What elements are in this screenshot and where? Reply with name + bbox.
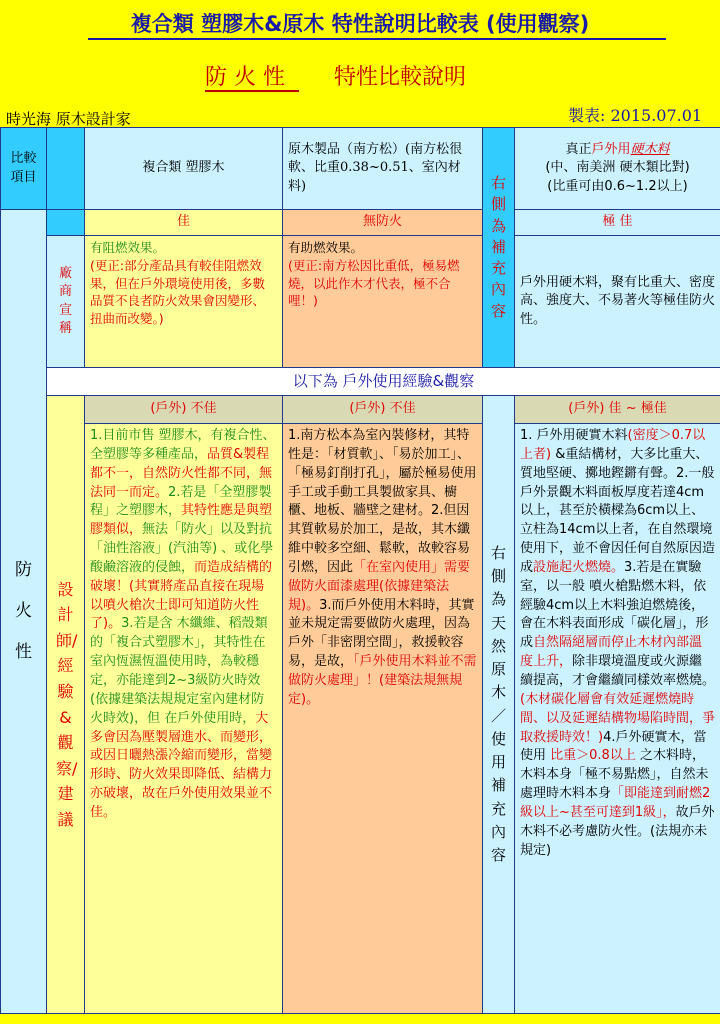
vendor-composite-main: 有阻燃效果。 [90, 240, 166, 255]
obs-hardwood-run: 故戶外木料不必考慮防火性。(法規亦未規定) [520, 804, 715, 858]
obs-hardwood-run: 4.戶外硬實木，當使用 [520, 729, 707, 764]
right-side-note-2 [483, 396, 515, 1014]
comparison-table [0, 127, 720, 1014]
obs-southpine-run: (依據建築法規)。 [288, 578, 450, 613]
obs-hardwood-run: 之木料時，木料本身「極不易點燃」，自然未處理時木料本身 [520, 748, 709, 802]
rating1-southpine: 無防火 [283, 210, 483, 236]
obs-composite-run: 3.若是含 木纖維、稻殼類的「複合式塑膠木」， [90, 616, 268, 651]
obs-hardwood-run: 自然隔絕層而停止木材內部溫度上升， [520, 635, 703, 670]
obs-composite-run: 2.若是「全塑膠製程」之塑膠木， [90, 484, 272, 519]
header-southpine: 原木製品（南方松）(南方松很軟、比重0.38~0.51、室內材料) [283, 128, 483, 210]
header-composite: 複合類 塑膠木 [85, 128, 283, 210]
rating1-composite: 佳 [85, 210, 283, 236]
header-row [1, 128, 720, 210]
rating1-hardwood: 極 佳 [515, 210, 720, 236]
obs-southpine-run: 「在室內使用」需要做防火面漆處理 [288, 559, 471, 594]
row-fire-label [1, 210, 47, 1014]
hardwood-line3: (比重可由0.6~1.2以上) [547, 178, 688, 194]
obs-composite-run: 無法「防火」以及對抗「油性溶液」(汽油等) 、或化學酸鹼溶液的侵蝕， [90, 522, 274, 575]
title-text: 複合類 塑膠木&原木 特性說明比較表 (使用觀察) [130, 12, 590, 36]
obs-composite-run: 大多會因為壓製層進水、而變形，或因日曬熱漲冷縮而變形，當變形時、防火效果即降低、結構力亦破壞，故在戶外使用效果並不佳。 [90, 710, 273, 820]
hardwood-line2: (中、南美洲 硬木類比對) [545, 160, 690, 176]
made-date-text: 製表: 2015.07.01 [568, 106, 703, 125]
obs-hardwood-run: 3.若是在實驗室，以一般 噴火槍點燃木料，依經驗4cm以上木料強迫燃燒後，會在木料表面形成「碳化層」，形成 [520, 559, 709, 651]
vendor-row [1, 236, 720, 368]
hardwood-outdoor: 戶外用 [591, 141, 631, 157]
rating-row-2 [1, 396, 720, 424]
row-vendor-text: 廠商宣稱 [58, 265, 72, 336]
rating2-hardwood: (戶外) 佳 ~ 極佳 [515, 396, 720, 424]
rating1-spacer [47, 210, 85, 236]
obs-southpine-run: 1.南方松本為室內裝修材，其特性是：「材質軟」、「易於加工」、「極易釘削打孔」，屬於極易使用手工或手動工具製做家具、櫥櫃、地板、牆壁之建材。 [288, 428, 477, 519]
obs-hardwood-run: &重結構材， [551, 446, 631, 462]
obs-southpine-run: 3.而戶外使用木料時，其實並未規定需要做防火處理，因為戶外「非密閉空間」，救援較容易，是故， [288, 597, 475, 670]
obs-composite [85, 424, 283, 1014]
subtitle-topic: 防 火 性 [205, 65, 299, 92]
vendor-southpine [283, 236, 483, 368]
vendor-southpine-main: 有助燃效果。 [288, 240, 364, 255]
obs-composite-run: 1.目前市售 塑膠木，有複合性、全塑膠等多種產品， [90, 428, 276, 462]
obs-hardwood [515, 424, 720, 1014]
obs-southpine-run: 「戶外使用木料並不需做防火處理」！ [288, 654, 477, 688]
rating-row-1 [1, 210, 720, 236]
obs-hardwood-run: (木材碳化層會有效延遲燃燒時間、以及延遲結構物場陷時間，爭取救援時效！) [520, 691, 716, 745]
row-designer-label [47, 396, 85, 1014]
banner-row [1, 368, 720, 396]
subtitle [205, 60, 466, 91]
vendor-hardwood: 戶外用硬木料，聚有比重大、密度高、強度大、不易著火等極佳防火性。 [515, 236, 720, 368]
header-hardwood [515, 128, 720, 210]
obs-hardwood-run: (密度＞0.7以上者) [520, 428, 706, 462]
header-spacer [47, 128, 85, 210]
right-side-note-1: 右側為補充內容 [483, 128, 515, 368]
rating2-composite: (戶外) 不佳 [85, 396, 283, 424]
vendor-composite [85, 236, 283, 368]
obs-composite-run: 其特性應是與塑膠類似， [90, 503, 273, 538]
rating2-southpine: (戶外) 不佳 [283, 396, 483, 424]
obs-composite-run: 其特性在室內恆濕恆溫使用時，為較穩定，亦能達到2~3級防火時效(依據建築法規規定室內建材防火時效)，但 在戶外使用時， [90, 635, 266, 726]
banner: 以下為 戶外使用經驗&觀察 [47, 368, 720, 396]
right-side-note-2-text: 右側為天然原木／使用補充內容 [490, 543, 506, 864]
hardwood-material: 硬木料 [630, 141, 670, 157]
obs-composite-run: 品質&製程都不一，自然防火性都不同，無法同一而定。 [90, 446, 273, 500]
vendor-southpine-correction: (更正:南方松因比重低，極易燃燒，以此作木才代表，極不合哩！) [288, 257, 460, 309]
row-designer-text: 設計師/經驗&觀察/建議 [56, 579, 78, 829]
obs-southpine-run: (建築法規無規定)。 [288, 672, 463, 707]
obs-composite-run: (其實將產品直接在現場以噴火槍次士即可知道防火性了)。 [90, 578, 265, 632]
subtitle-desc: 特性比較說明 [334, 65, 467, 90]
hardwood-prefix: 真正 [565, 141, 592, 157]
vendor-composite-correction: (更正:部分產品具有較佳阻燃效果，但在戶外環境使用後，多數品質不良者防火效果會因變形、扭曲而改變。) [90, 257, 266, 326]
obs-hardwood-run: 除非環境溫度或火源繼續提高，才會繼續同樣效率燃燒。 [520, 654, 716, 688]
obs-southpine [283, 424, 483, 1014]
obs-hardwood-run: 1. 戶外用硬實木料 [520, 428, 628, 443]
corner-cell: 比較項目 [1, 128, 47, 210]
obs-southpine-run: 2.但因其質軟易於加工，是故，其木纖維中較多空細、鬆軟，故較容易引燃，因此 [288, 503, 471, 575]
title-underline [88, 38, 666, 40]
obs-hardwood-run: 比重＞0.8以上 [550, 748, 636, 764]
obs-hardwood-run: 大多比重大、質地堅硬、擲地鏗鏘有聲。 [520, 446, 709, 481]
obs-hardwood-run: 2.一般 戶外景觀木料面板厚度若達4cm以上，甚至於橫樑為6cm以上、立柱為14cm以上者，在自然環境使用下，並不會因任何自然原因造成 [520, 465, 716, 575]
obs-hardwood-run: 設施起火燃燒。 [533, 559, 625, 575]
obs-composite-run: 而造成結構的破壞！ [90, 559, 273, 594]
row-vendor-label [47, 236, 85, 368]
obs-hardwood-run: 「即能達到耐燃2級以上~甚至可達到1級」， [520, 786, 711, 820]
page-title [0, 8, 720, 38]
observation-row [1, 424, 720, 1014]
author: 時光海 原木設計家 [6, 110, 131, 128]
row-fire-text: 防火性 [15, 560, 32, 662]
